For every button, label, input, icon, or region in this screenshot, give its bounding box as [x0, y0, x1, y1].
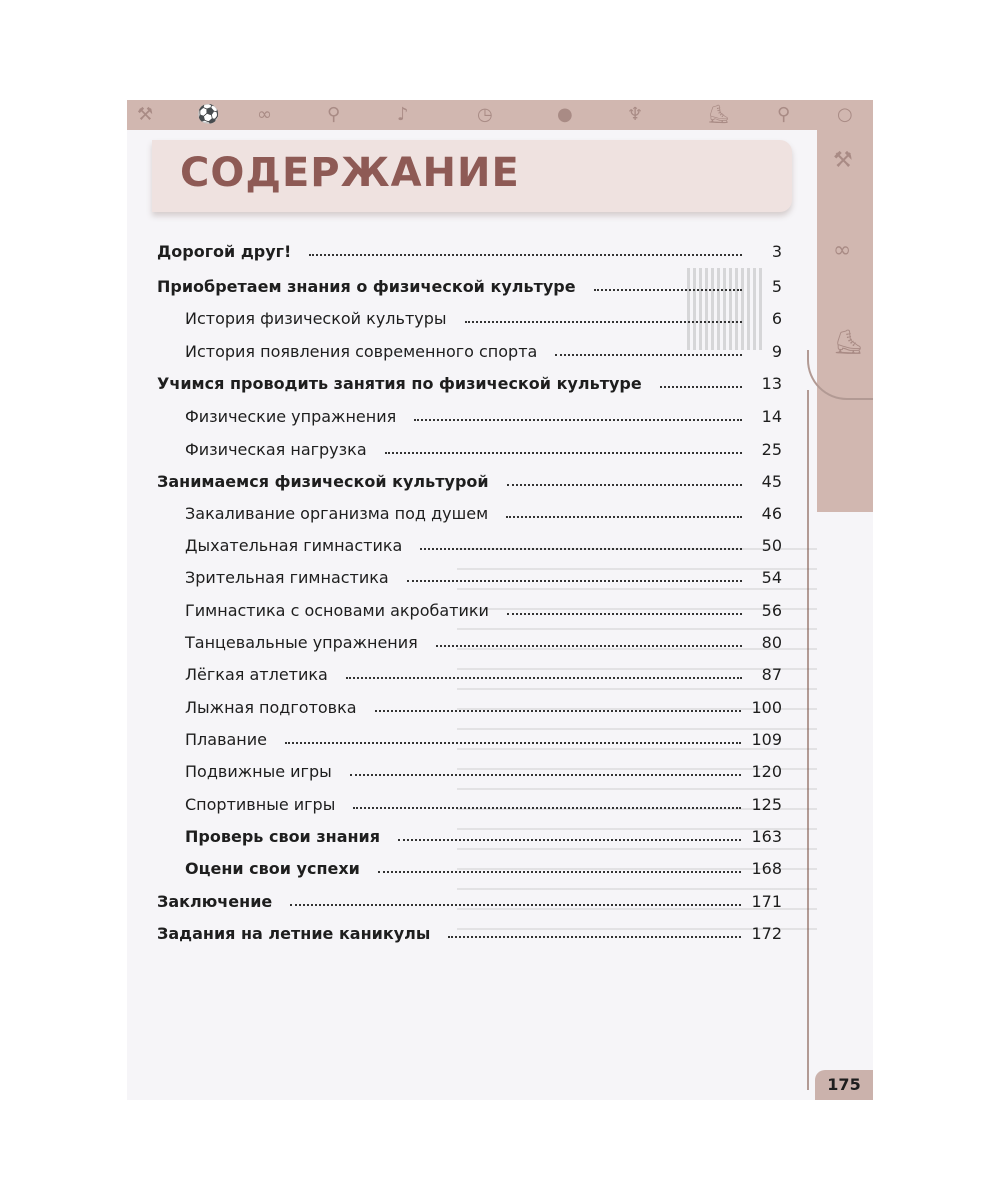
toc-entry	[185, 531, 782, 555]
toc-entry	[185, 499, 782, 523]
toc-entry	[185, 435, 782, 459]
whistle-icon: ♪	[397, 104, 409, 125]
dot-leader	[385, 452, 742, 454]
ball-icon: ⚽	[197, 104, 220, 125]
toc-entry-page: 120	[751, 762, 782, 781]
ball-icon: ○	[837, 104, 853, 125]
skate-icon: ⛸	[833, 328, 864, 356]
dot-leader	[507, 613, 742, 615]
dumbbell-icon: ⚒	[137, 104, 154, 125]
toc-entry	[185, 628, 782, 652]
toc-entry-label: Спортивные игры	[185, 795, 336, 814]
toc-entry	[157, 919, 782, 943]
toc-entry	[157, 237, 782, 261]
toc-entry	[157, 887, 782, 911]
dumbbell-icon: ⚒	[833, 148, 853, 173]
toc-entry-page: 9	[771, 342, 782, 361]
toc-entry-page: 171	[751, 892, 782, 911]
toc-entry-page: 13	[761, 374, 782, 393]
toc-entry	[185, 563, 782, 587]
toc-entry-page: 80	[761, 633, 782, 652]
ball-icon: ●	[557, 104, 573, 125]
toc-entry	[157, 272, 782, 296]
toc-entry-page: 3	[771, 242, 782, 261]
toc-entry-page: 172	[751, 924, 782, 943]
toc-entry-label: Задания на летние каникулы	[157, 924, 431, 943]
dot-leader	[407, 580, 742, 582]
toc-entry-page: 100	[751, 698, 782, 717]
toc-entry-label: История физической культуры	[185, 309, 447, 328]
toc-entry	[185, 596, 782, 620]
toc-entry	[185, 822, 782, 846]
racket-icon: ⚲	[777, 104, 791, 125]
toc-entry	[185, 402, 782, 426]
toc-entry-page: 46	[761, 504, 782, 523]
toc-entry	[185, 854, 782, 878]
dot-leader	[378, 871, 742, 873]
toc-entry-label: Дыхательная гимнастика	[185, 536, 403, 555]
toc-entry-label: Физические упражнения	[185, 407, 397, 426]
toc-entry-page: 45	[761, 472, 782, 491]
dot-leader	[436, 645, 742, 647]
toc-entry-label: Плавание	[185, 730, 267, 749]
toc-entry	[185, 693, 782, 717]
page-title: СОДЕРЖАНИЕ	[180, 150, 520, 196]
page-number: 175	[827, 1075, 861, 1094]
dot-leader	[465, 321, 742, 323]
toc-entry-label: Дорогой друг!	[157, 242, 292, 261]
dot-leader	[353, 807, 741, 809]
page-number-tab	[815, 1070, 873, 1100]
dot-leader	[555, 354, 742, 356]
toc-entry-page: 87	[761, 665, 782, 684]
dot-leader	[414, 419, 742, 421]
toc-entry-label: Зрительная гимнастика	[185, 568, 389, 587]
toc-entry-page: 125	[751, 795, 782, 814]
toc-entry-label: История появления современного спорта	[185, 342, 538, 361]
dot-leader	[594, 289, 742, 291]
toc-entry	[157, 467, 782, 491]
dot-leader	[285, 742, 741, 744]
toc-entry-label: Закаливание организма под душем	[185, 504, 489, 523]
jump-rope-icon: ∞	[257, 104, 272, 125]
dot-leader	[398, 839, 741, 841]
toc-entry-page: 50	[761, 536, 782, 555]
toc-entry-page: 163	[751, 827, 782, 846]
dot-leader	[448, 936, 741, 938]
dot-leader	[506, 516, 742, 518]
table-of-contents	[127, 100, 873, 1100]
toc-entry	[185, 660, 782, 684]
toc-entry-label: Подвижные игры	[185, 762, 332, 781]
toc-entry-label: Лыжная подготовка	[185, 698, 357, 717]
toc-entry-page: 168	[751, 859, 782, 878]
toc-entry-label: Проверь свои знания	[185, 827, 381, 846]
dot-leader	[375, 710, 742, 712]
dot-leader	[420, 548, 742, 550]
toc-entry	[185, 790, 782, 814]
toc-entry-label: Оцени свои успехи	[185, 859, 360, 878]
toc-entry-label: Занимаемся физической культурой	[157, 472, 489, 491]
book-page	[127, 100, 873, 1100]
toc-entry	[185, 304, 782, 328]
toc-entry-label: Учимся проводить занятия по физической культуре	[157, 374, 642, 393]
toc-entry-page: 14	[761, 407, 782, 426]
jump-rope-icon: ∞	[833, 238, 852, 263]
racket-icon: ⚲	[327, 104, 341, 125]
toc-entry	[185, 757, 782, 781]
toc-entry-page: 56	[761, 601, 782, 620]
toc-entry-label: Лёгкая атлетика	[185, 665, 328, 684]
skate-icon: ⛸	[707, 104, 730, 125]
toc-entry	[185, 725, 782, 749]
shuttlecock-icon: ♆	[627, 104, 644, 125]
toc-entry-label: Танцевальные упражнения	[185, 633, 418, 652]
toc-entry	[185, 337, 782, 361]
toc-entry-page: 5	[771, 277, 782, 296]
toc-entry-page: 109	[751, 730, 782, 749]
toc-entry-label: Физическая нагрузка	[185, 440, 367, 459]
dot-leader	[346, 677, 742, 679]
toc-entry-label: Заключение	[157, 892, 273, 911]
stopwatch-icon: ◷	[477, 104, 493, 125]
toc-entry-label: Гимнастика с основами акробатики	[185, 601, 489, 620]
toc-entry	[157, 369, 782, 393]
toc-entry-label: Приобретаем знания о физической культуре	[157, 277, 576, 296]
dot-leader	[350, 774, 742, 776]
dot-leader	[309, 254, 742, 256]
dot-leader	[660, 386, 742, 388]
dot-leader	[290, 904, 741, 906]
dot-leader	[507, 484, 742, 486]
toc-entry-page: 25	[761, 440, 782, 459]
toc-entry-page: 6	[771, 309, 782, 328]
toc-entry-page: 54	[761, 568, 782, 587]
